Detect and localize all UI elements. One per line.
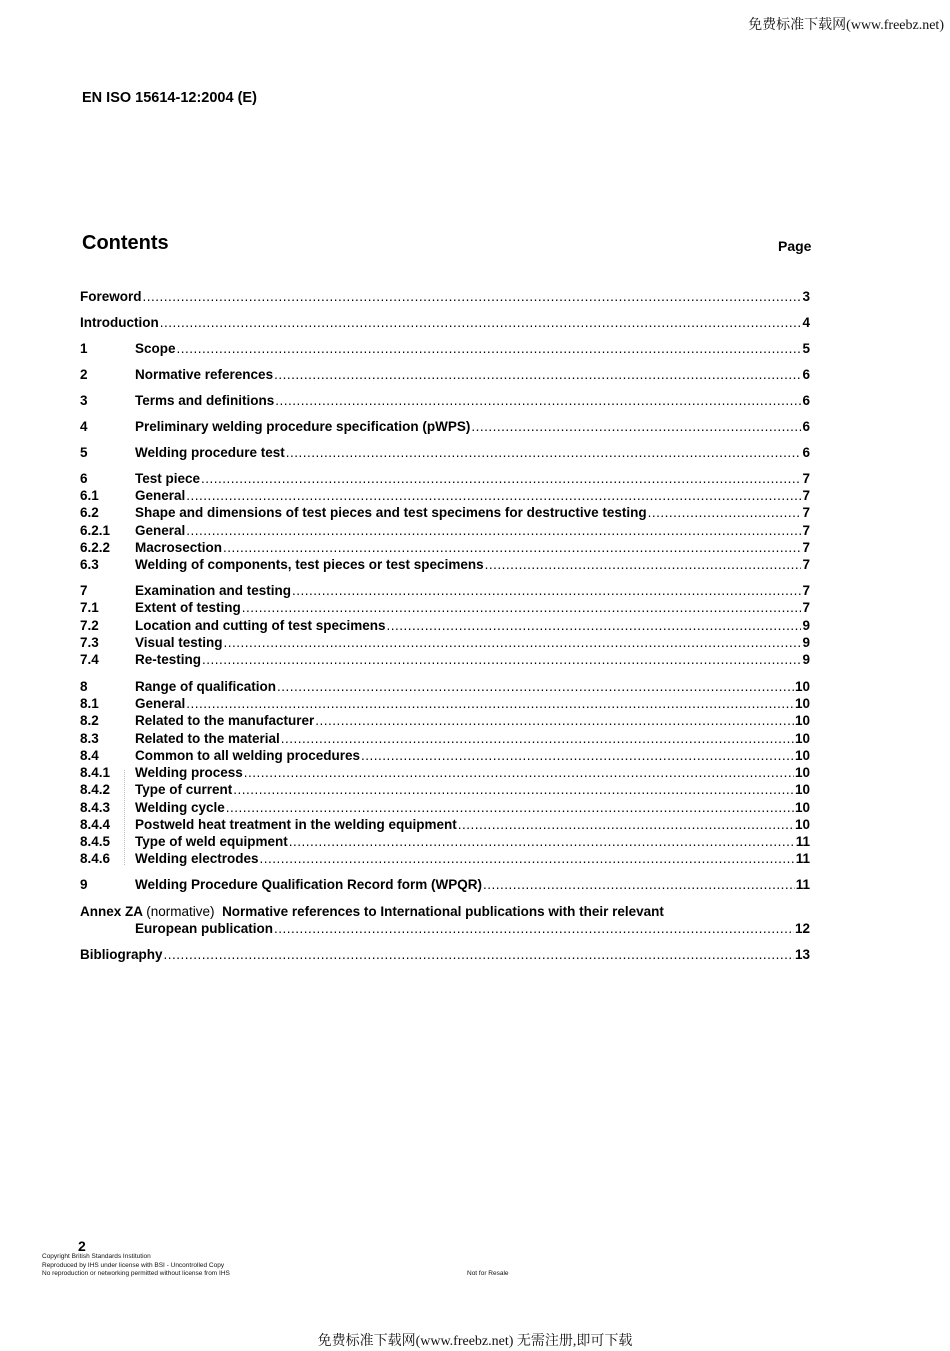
toc-page: 3 <box>802 289 810 304</box>
toc-title: Bibliography <box>80 947 163 962</box>
toc-page: 7 <box>802 523 810 538</box>
toc-page: 9 <box>802 635 810 650</box>
toc-page: 7 <box>802 505 810 520</box>
toc-number: 7.2 <box>80 618 99 633</box>
toc-entry[interactable] <box>80 556 810 573</box>
toc-title: Related to the manufacturer <box>135 713 315 728</box>
toc-title: Re-testing <box>135 652 202 667</box>
toc-entry[interactable] <box>80 487 810 504</box>
toc-entry[interactable] <box>80 522 810 539</box>
toc-title: Examination and testing <box>135 583 292 598</box>
toc-entry[interactable] <box>80 392 810 409</box>
toc-entry[interactable] <box>80 876 810 893</box>
toc-leader <box>274 920 794 937</box>
toc-title: Type of weld equipment <box>135 834 288 849</box>
toc-leader <box>164 946 794 963</box>
toc-page: 6 <box>802 393 810 408</box>
toc-entry[interactable] <box>80 470 810 487</box>
toc-leader <box>289 833 795 850</box>
toc-leader <box>485 556 802 573</box>
toc-number: 9 <box>80 877 88 892</box>
toc-number: 6.2.1 <box>80 523 111 538</box>
toc-entry[interactable] <box>80 850 810 867</box>
toc-entry[interactable] <box>80 764 810 781</box>
toc-title: Shape and dimensions of test pieces and test specimens for destructive testing <box>135 505 647 520</box>
toc-leader <box>242 599 802 616</box>
toc-title: Welding cycle <box>135 800 225 815</box>
toc-title: Extent of testing <box>135 600 241 615</box>
toc-page: 7 <box>802 488 810 503</box>
toc-entry[interactable] <box>80 539 810 556</box>
toc-leader <box>648 504 802 521</box>
toc-page: 11 <box>795 834 810 849</box>
toc-leader <box>226 799 794 816</box>
toc-page: 10 <box>794 782 810 797</box>
toc-number: 8.4.1 <box>80 765 111 780</box>
toc-page: 10 <box>794 696 810 711</box>
toc-page: 13 <box>794 947 810 962</box>
toc-page: 12 <box>794 921 810 936</box>
toc-entry[interactable] <box>80 444 810 461</box>
toc-number: 6.3 <box>80 557 99 572</box>
toc-entry[interactable] <box>80 651 810 668</box>
toc-leader <box>471 418 801 435</box>
toc-leader <box>143 288 802 305</box>
toc-leader <box>281 730 794 747</box>
copyright-notice <box>42 1253 230 1279</box>
toc-number: 6.2 <box>80 505 99 520</box>
toc-number: 8.3 <box>80 731 99 746</box>
toc-number: 6.1 <box>80 488 99 503</box>
toc-leader <box>160 314 802 331</box>
toc-entry[interactable] <box>80 634 810 651</box>
toc-leader <box>387 617 802 634</box>
toc-leader <box>233 781 794 798</box>
annex-label: Annex ZA <box>80 904 143 919</box>
toc-title: General <box>135 488 186 503</box>
toc-page: 4 <box>802 315 810 330</box>
toc-page: 10 <box>794 679 810 694</box>
toc-title: Location and cutting of test specimens <box>135 618 386 633</box>
toc-entry[interactable] <box>80 781 810 798</box>
toc-page: 5 <box>802 341 810 356</box>
toc-title: Welding Procedure Qualification Record form (WPQR) <box>135 877 483 892</box>
toc-number: 8.4.3 <box>80 800 111 815</box>
toc-leader <box>244 764 794 781</box>
toc-entry[interactable] <box>80 340 810 357</box>
toc-title: Foreword <box>80 289 142 304</box>
toc-page: 6 <box>802 419 810 434</box>
toc-title: Welding process <box>135 765 243 780</box>
toc-title: Introduction <box>80 315 159 330</box>
toc-leader <box>274 366 801 383</box>
toc-number: 8.4 <box>80 748 99 763</box>
copyright-line: Reproduced by IHS under license with BSI - Uncontrolled Copy <box>42 1261 225 1269</box>
toc-title: Related to the material <box>135 731 280 746</box>
toc-leader <box>292 582 801 599</box>
toc-leader <box>223 539 801 556</box>
toc-title: Range of qualification <box>135 679 277 694</box>
toc-number: 1 <box>80 341 88 356</box>
toc-number: 8.4.6 <box>80 851 111 866</box>
toc-leader <box>260 850 795 867</box>
toc-title: Postweld heat treatment in the welding equipment <box>135 817 457 832</box>
toc-entry[interactable] <box>80 816 810 833</box>
toc-entry[interactable] <box>80 747 810 764</box>
contents-title: Contents <box>82 232 169 254</box>
toc-leader <box>315 712 794 729</box>
annex-type: (normative) <box>146 904 215 919</box>
toc-title: Scope <box>135 341 176 356</box>
toc-page: 6 <box>802 445 810 460</box>
toc-page: 10 <box>794 748 810 763</box>
toc-page: 7 <box>802 557 810 572</box>
toc-page: 9 <box>802 652 810 667</box>
toc-leader <box>277 678 794 695</box>
toc-number: 5 <box>80 445 88 460</box>
toc-entry[interactable] <box>80 504 810 521</box>
copyright-line: Copyright British Standards Institution <box>42 1253 151 1260</box>
toc-page: 7 <box>802 600 810 615</box>
toc-entry-introduction[interactable] <box>80 314 810 331</box>
toc-number: 6.2.2 <box>80 540 111 555</box>
toc-leader <box>202 651 801 668</box>
annex-title-line1: Normative references to International publications with their relevant <box>222 904 664 919</box>
toc-page: 10 <box>794 817 810 832</box>
toc-title: General <box>135 523 186 538</box>
toc-annex-heading[interactable] <box>80 903 810 920</box>
toc-page: 11 <box>795 877 810 892</box>
toc-entry[interactable] <box>80 695 810 712</box>
toc-number: 8 <box>80 679 88 694</box>
annex-title-line2: European publication <box>135 921 274 936</box>
toc-page: 10 <box>794 765 810 780</box>
copyright-line: No reproduction or networking permitted without license from IHS <box>42 1270 230 1277</box>
toc-entry-foreword[interactable] <box>80 288 810 305</box>
toc-leader <box>177 340 802 357</box>
toc-page: 6 <box>802 367 810 382</box>
toc-leader <box>224 634 802 651</box>
toc-page: 7 <box>802 583 810 598</box>
toc-page: 7 <box>802 471 810 486</box>
toc-number: 4 <box>80 419 88 434</box>
toc-entry[interactable] <box>80 799 810 816</box>
toc-title: Welding of components, test pieces or test specimens <box>135 557 484 572</box>
toc-page: 9 <box>802 618 810 633</box>
toc-page: 10 <box>794 713 810 728</box>
toc-number: 7.3 <box>80 635 99 650</box>
page-number: 2 <box>78 1238 86 1254</box>
toc-entry-bibliography[interactable] <box>80 946 810 963</box>
page-column-label: Page <box>778 238 812 254</box>
toc-number: 7 <box>80 583 88 598</box>
toc-page: 10 <box>794 731 810 746</box>
toc-entry[interactable] <box>80 617 810 634</box>
toc-page: 7 <box>802 540 810 555</box>
toc-entry[interactable] <box>80 712 810 729</box>
toc-title: Welding procedure test <box>135 445 285 460</box>
toc-entry[interactable] <box>80 366 810 383</box>
toc-title: Macrosection <box>135 540 223 555</box>
margin-dotted-guide <box>124 770 125 865</box>
toc-leader <box>186 487 801 504</box>
toc-leader <box>483 876 795 893</box>
toc-page: 11 <box>795 851 810 866</box>
toc-leader <box>275 392 801 409</box>
toc-number: 2 <box>80 367 88 382</box>
toc-entry[interactable] <box>80 730 810 747</box>
toc-title: Normative references <box>135 367 274 382</box>
toc-title: General <box>135 696 186 711</box>
toc-leader <box>361 747 794 764</box>
toc-entry-annex[interactable] <box>80 920 810 937</box>
watermark-top: 免费标准下载网(www.freebz.net) <box>748 18 944 33</box>
toc-number: 3 <box>80 393 88 408</box>
toc-leader <box>186 522 801 539</box>
toc-title: Visual testing <box>135 635 223 650</box>
toc-number: 7.4 <box>80 652 99 667</box>
toc-leader <box>458 816 794 833</box>
toc-title: Welding electrodes <box>135 851 259 866</box>
toc-entry[interactable] <box>80 599 810 616</box>
toc-title: Preliminary welding procedure specification (pWPS) <box>135 419 471 434</box>
toc-entry[interactable] <box>80 678 810 695</box>
toc-entry[interactable] <box>80 833 810 850</box>
toc-number: 8.2 <box>80 713 99 728</box>
toc-leader <box>286 444 802 461</box>
toc-number: 8.4.5 <box>80 834 111 849</box>
toc-number: 7.1 <box>80 600 99 615</box>
watermark-bottom: 免费标准下载网(www.freebz.net) 无需注册,即可下载 <box>317 1334 633 1349</box>
toc-leader <box>201 470 801 487</box>
toc-title: Terms and definitions <box>135 393 275 408</box>
toc-leader <box>186 695 794 712</box>
toc-number: 6 <box>80 471 88 486</box>
toc-title: Test piece <box>135 471 201 486</box>
document-id: EN ISO 15614-12:2004 (E) <box>82 90 257 106</box>
not-for-resale-notice: Not for Resale <box>467 1270 509 1277</box>
toc-number: 8.1 <box>80 696 99 711</box>
toc-number: 8.4.2 <box>80 782 111 797</box>
toc-page: 10 <box>794 800 810 815</box>
toc-entry[interactable] <box>80 418 810 435</box>
toc-number: 8.4.4 <box>80 817 111 832</box>
toc-title: Type of current <box>135 782 233 797</box>
toc-title: Common to all welding procedures <box>135 748 361 763</box>
toc-entry[interactable] <box>80 582 810 599</box>
